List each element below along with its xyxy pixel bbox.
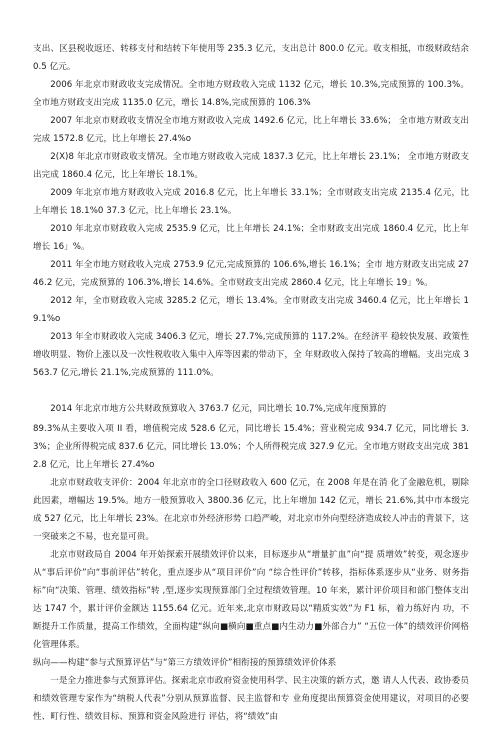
paragraph-2007: 2007 年北京市财政收支情况全市地方财政收入完成 1492.6 亿元，比上年增长 33.6%； 全市地方财政支出完成 1572.8 亿元，比上年增长 27.4%o bbox=[33, 116, 469, 144]
paragraph-2009: 2009 年北京市地方财政收入完成 2016.8 亿元，比上年增长 33.1%；全市财政支出完成 2135.4 亿元，比上年增长 18.1%0 37.3 亿元，比上年增长 23.1%。 bbox=[33, 188, 469, 216]
paragraph-2008: 2(X)8 年北京市财政收支情况。全市地方财政收入完成 1837.3 亿元，比上年增长 23.1%； 全市地方财政支出完成 1860.4 亿元，比上年增长 18.1%。 bbox=[33, 152, 469, 180]
paragraph-2014-cont: 89.3%从主要收入项 II 看，增值税完成 528.6 亿元，同比增长 15.4%；营业税完成 934.7 亿元，同比增长 3.3%；企业所得税完成 837.6 亿元，同比增长 13.0%；个人所得税完成 327.9 亿元。全市地方财政支出完成 3812.8 亿元，比上年增长 27.4%o bbox=[33, 424, 469, 470]
paragraph-2011: 2011 年全市地方财政收入完成 2753.9 亿元,完成预算的 106.6%,增长 16.1%；全市 地方财政支出完成 2746.2 亿元，完成预算的 106.3%,增长 14.6%。全市财政支出完成 2860.4 亿元，比上年增长 19」%。 bbox=[33, 260, 469, 288]
paragraph-2006: 2006 年北京市财政收支完成情况。全市地方财政收入完成 1132 亿元，增长 10.3%,完成预算的 100.3%。全市地方财政支出完成 1135.0 亿元，增长 14.8%,完成预算的 106.3% bbox=[33, 80, 469, 108]
paragraph-performance: 北京市财政局自 2004 年开始探索开展绩效评价以来，目标逐步从“增量扩血”向“提 质增效”转变，观念逐步从“事后评价”向“事前评估”转化，重点逐步从“项目评价”向 “综合性评价”转移，指标体系逐步从“业务、财务指标”向“决策、管理、绩效指标”转 ,型,逐步实现预算部门全过程绩效管理。10 年来，累计评价项目和部门整体支出达 1747 个，累计评价金额达 1155.64 亿元。近年来,北京市财政局以“精质实效”为 F1 标，着力练好内 功，不断提升工作质量，提高工作绩效，全面构建“纵向■横向■重点■内生动力■外部合力” “五位一体”的绩效评价网格化管理体系。 bbox=[33, 550, 469, 650]
paragraph-participatory: 一是全力推进参与式预算评估。探索北京市政府资金使用科学、民主决策的新方式，邀 请人人代表、政协委员和绩效管理专家作为“纳税人代表”分别从预算监督、民主监督和专 业角度提出预算资金使用建议，对项目的必要性、町行性、绩效目标、预算和资金风险进行 评估，将“绩效”由 bbox=[33, 676, 469, 722]
paragraph-2012: 2012 年，全市财政收入完成 3285.2 亿元，增长 13.4%。全市财政支出完成 3460.4 亿元，比上年增长 19.1%o bbox=[33, 296, 469, 324]
paragraph-2010: 2010 年北京市财政收入完成 2535.9 亿元，比上年增长 24.1%；全市财政支出完成 1860.4 亿元，比上年增长 16」%。 bbox=[33, 224, 469, 252]
paragraph-evaluation: 北京市财政收支评价：2004 年北京市的全口径财政收入 600 亿元，在 2008 年是在消 化了金融危机，剔除此因素，增幅达 19.5%。地方一般预算收入 3800.36 亿元，比上年增加 142 亿元，增长 21.6%,其中市本级完成 527 亿元，比上年增长 23%。在北京市外经济形势 口趋严峻，对北京市外向型经济造成较人冲击的背景下，这一突破来之不易，也充显可贵。 bbox=[33, 478, 469, 542]
paragraph-2013: 2013 年全市财政收入完成 3406.3 亿元，增长 27.7%,完成预算的 117.2%。在经济平 稳较快发展、政策性增收明显、物价上涨以及一次性税收收入集中入库等因素的带动下，全 年财政收入保持了较高的增幅。支出完成 3563.7 亿元,增长 21.1%,完成预算的 111.0%。 bbox=[33, 332, 469, 378]
section-heading: 纵向——构建“参与式预算评估”与“第三方绩效评价”相衔接的预算绩效评价体系 bbox=[33, 658, 337, 668]
paragraph-2014: 2014 年北京市地方公共财政预算收入 3763.7 亿元，同比增长 10.7%,完成年度预算的 bbox=[50, 404, 387, 414]
paragraph-1: 支出、区县税收返还、转移支付和结转下年使用等 235.3 亿元，支出总计 800.0 亿元。收支相抵，市级财政结余 0.5 亿元。 bbox=[33, 44, 469, 72]
